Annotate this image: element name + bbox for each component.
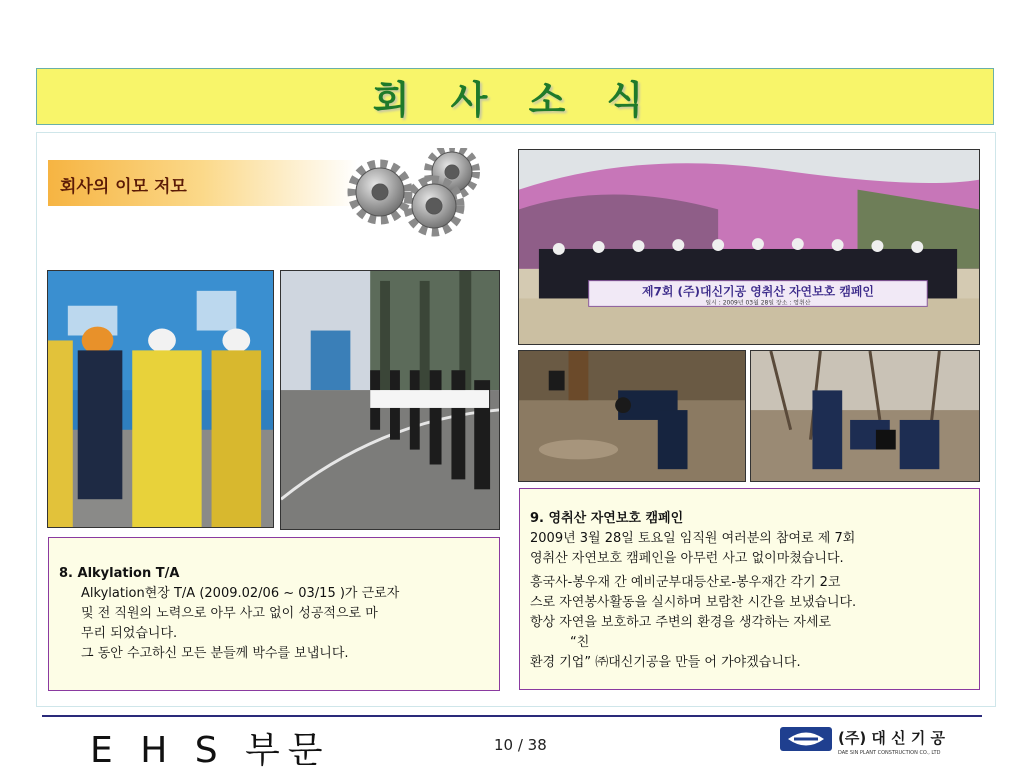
campaign-textbox (519, 488, 980, 690)
campaign-line: 항상 자연을 보호하고 주변의 환경을 생각하는 자세로 (530, 615, 832, 630)
photo-alkylation-workers (47, 270, 274, 528)
photo-campaign-cleanup-2 (750, 350, 980, 482)
footer-department: E H S 부문 (90, 730, 331, 771)
campaign-line: 영취산 자연보호 캠페인을 아무런 사고 없이마쳤습니다. (530, 551, 844, 566)
campaign-line: 흥국사-봉우재 간 예비군부대등산로-봉우재간 각기 2코 (530, 575, 841, 590)
company-name: (주) 대 신 기 공 (838, 729, 946, 747)
section-heading-label: 회사의 이모 저모 (60, 177, 187, 197)
page-number: 10 / 38 (494, 736, 547, 754)
title-bar (36, 68, 994, 125)
slide-title: 회 사 소 식 (372, 78, 658, 122)
photo-campaign-group (518, 149, 980, 345)
company-name-eng: DAE SIN PLANT CONSTRUCTION CO., LTD (838, 750, 941, 756)
company-logo (780, 724, 990, 758)
alkylation-line: 무리 되었습니다. (81, 626, 178, 641)
campaign-line: 2009년 3월 28일 토요일 임직원 여러분의 참여로 제 7회 (530, 531, 856, 546)
campaign-line: 환경 기업” ㈜대신기공을 만들 어 가야겠습니다. (530, 655, 801, 670)
alkylation-heading: 8. Alkylation T/A (59, 566, 180, 581)
campaign-line: 스로 자연봉사활동을 실시하며 보람찬 시간을 보냈습니다. (530, 595, 857, 610)
alkylation-line: Alkylation현장 T/A (2009.02/06 ~ 03/15 )가 근로자 (81, 586, 400, 601)
section-heading (48, 160, 358, 206)
footer-divider (42, 715, 982, 717)
alkylation-textbox (48, 537, 500, 691)
alkylation-line: 및 전 직원의 노력으로 아무 사고 없이 성공적으로 마 (81, 606, 378, 621)
alkylation-line: 그 동안 수고하신 모든 분들께 박수를 보냅니다. (81, 646, 349, 661)
campaign-banner-subtext: 일시 : 2009년 03월 28일 장소 : 영취산 (705, 299, 811, 307)
gears-icon (342, 148, 498, 238)
photo-campaign-cleanup-1 (518, 350, 746, 482)
campaign-line: “친 (570, 635, 590, 650)
photo-alkylation-lineup (280, 270, 500, 530)
campaign-heading: 9. 영취산 자연보호 캠페인 (530, 511, 684, 526)
campaign-banner-text: 제7회 (주)대신기공 영취산 자연보호 캠페인 (641, 284, 874, 299)
